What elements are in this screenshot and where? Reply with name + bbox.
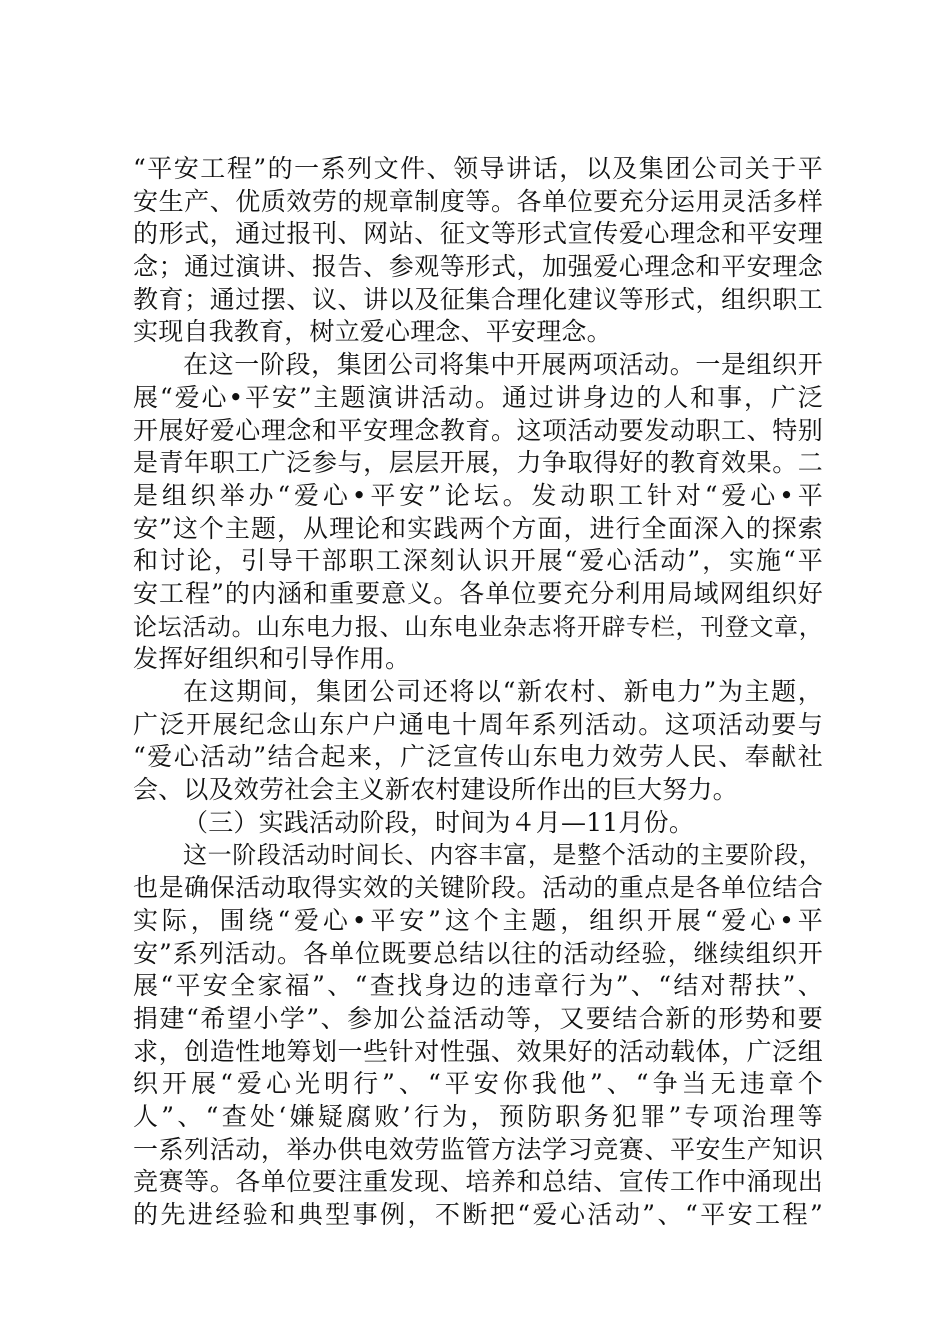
text-line: 论坛活动。山东电力报、山东电业杂志将开辟专栏，刊登文章， [133, 612, 823, 641]
document-page [133, 153, 823, 1232]
text-line: 一系列活动，举办供电效劳监管方法学习竞赛、平安生产知识 [133, 1134, 823, 1164]
text-line: 的形式，通过报刊、网站、征文等形式宣传爱心理念和平安理 [133, 219, 823, 249]
text-line: 捐建“希望小学”、参加公益活动等，又要结合新的形势和要 [133, 1003, 823, 1033]
text-line: 安生产、优质效劳的规章制度等。各单位要充分运用灵活多样 [133, 186, 823, 216]
text-line: 是组织举办“爱心•平安”论坛。发动职工针对“爱心•平 [133, 480, 823, 510]
text-line: 广泛开展纪念山东户户通电十周年系列活动。这项活动要与 [133, 709, 823, 739]
text-line: 这一阶段活动时间长、内容丰富，是整个活动的主要阶段， [183, 841, 823, 870]
text-line: 发挥好组织和引导作用。 [133, 644, 411, 674]
text-line: “爱心活动”结合起来，广泛宣传山东电力效劳人民、奉献社 [133, 742, 823, 772]
text-line: 也是确保活动取得实效的关键阶段。活动的重点是各单位结合 [133, 873, 823, 903]
text-line: 在这期间，集团公司还将以“新农村、新电力”为主题， [183, 677, 823, 706]
text-line: “平安工程”的一系列文件、领导讲话，以及集团公司关于平 [133, 154, 823, 183]
text-line: 和讨论，引导干部职工深刻认识开展“爱心活动”，实施“平 [133, 546, 823, 576]
text-line: 的先进经验和典型事例，不断把“爱心活动”、“平安工程” [133, 1200, 823, 1229]
text-line: 人”、“查处‘嫌疑腐败’行为，预防职务犯罪”专项治理等 [133, 1101, 823, 1131]
text-line: 实际，围绕“爱心•平安”这个主题，组织开展“爱心•平 [133, 905, 823, 935]
text-line: 会、以及效劳社会主义新农村建设所作出的巨大努力。 [133, 775, 738, 805]
text-line: 安”这个主题，从理论和实践两个方面，进行全面深入的探索 [133, 513, 823, 543]
text-line: 求，创造性地筹划一些针对性强、效果好的活动载体，广泛组 [133, 1036, 823, 1066]
text-line: （三）实践活动阶段，时间为４月—11月份。 [183, 807, 695, 837]
text-line: 教育；通过摆、议、讲以及征集合理化建议等形式，组织职工 [133, 284, 823, 314]
paragraph [133, 349, 823, 676]
text-line: 是青年职工广泛参与，层层开展，力争取得好的教育效果。二 [133, 448, 823, 478]
text-line: 开展好爱心理念和平安理念教育。这项活动要发动职工、特别 [133, 415, 823, 445]
paragraph [133, 153, 823, 349]
text-line: 展“爱心•平安”主题演讲活动。通过讲身边的人和事，广泛 [133, 382, 823, 412]
text-line: 实现自我教育，树立爱心理念、平安理念。 [133, 317, 612, 347]
text-line: 竞赛等。各单位要注重发现、培养和总结、宣传工作中涌现出 [133, 1167, 823, 1197]
section-heading [133, 807, 823, 840]
text-line: 展“平安全家福”、“查找身边的违章行为”、“结对帮扶”、 [133, 971, 823, 1001]
text-line: 织开展“爱心光明行”、“平安你我他”、“争当无违章个 [133, 1069, 823, 1099]
text-line: 在这一阶段，集团公司将集中开展两项活动。一是组织开 [183, 350, 823, 380]
paragraph [133, 676, 823, 807]
text-line: 念；通过演讲、报告、参观等形式，加强爱心理念和平安理念 [133, 252, 823, 282]
text-line: 安工程”的内涵和重要意义。各单位要充分利用局域网组织好 [133, 578, 823, 608]
text-line: 安”系列活动。各单位既要总结以往的活动经验，继续组织开 [133, 938, 823, 968]
paragraph [133, 839, 823, 1231]
